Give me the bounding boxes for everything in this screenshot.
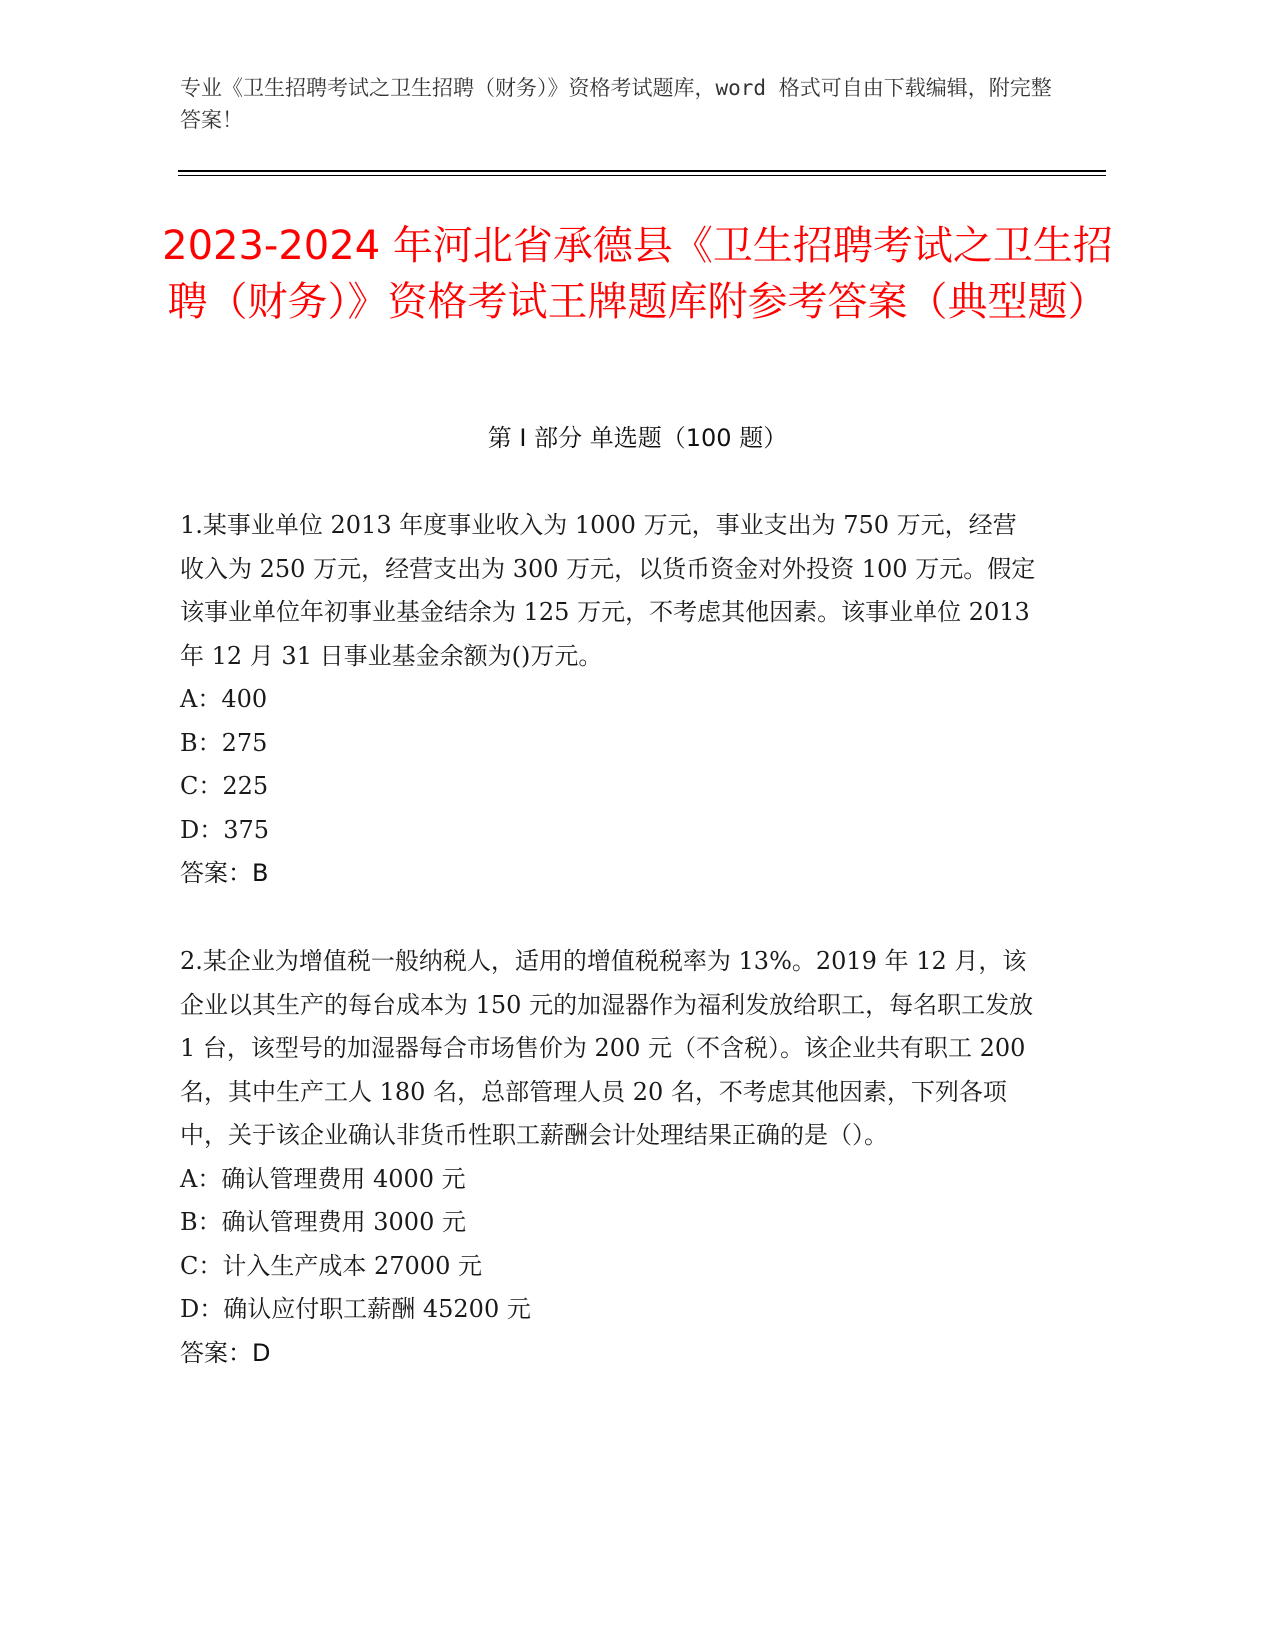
section-heading: 第 I 部分 单选题（100 题） [487, 424, 788, 452]
option-a: A：确认管理费用 4000 元 [180, 1164, 466, 1193]
option-c: C：225 [180, 772, 269, 800]
header-divider-thick [178, 170, 1106, 172]
option-b: B：确认管理费用 3000 元 [180, 1208, 466, 1236]
option-d: D：375 [180, 815, 270, 844]
question-1 [180, 504, 1040, 896]
option-c: C：计入生产成本 27000 元 [180, 1251, 482, 1280]
question-2 [180, 940, 1040, 1375]
question-text: 2.某企业为增值税一般纳税人，适用的增值税税率为 13%。2019 年 12 月，该企业以其生产的每台成本为 150 元的加湿器作为福利发放给职工，每名职工发放 1 台，该型号的加湿器每合市场售价为 200 元（不含税）。该企业共有职工 200 名，其中生产工人 180 名，总部管理人员 20 名，不考虑其他因素，下列各项中，关于该企业确认非货币性职工薪酬会计处理结果正确的是（）。 [180, 947, 1034, 1149]
question-text: 1.某事业单位 2013 年度事业收入为 1000 万元，事业支出为 750 万元，经营收入为 250 万元，经营支出为 300 万元，以货币资金对外投资 100 万元。假定该事业单位年初事业基金结余为 125 万元，不考虑其他因素。该事业单位 2013 年 12 月 31 日事业基金余额为()万元。 [180, 511, 1036, 670]
option-b: B：275 [180, 728, 268, 757]
option-a: A：400 [180, 685, 268, 713]
answer: 答案：D [180, 1338, 271, 1367]
answer: 答案：B [180, 859, 269, 887]
header-note: 专业《卫生招聘考试之卫生招聘（财务）》资格考试题库，word 格式可自由下载编辑，附完整答案！ [180, 76, 1052, 132]
document-title: 2023-2024 年河北省承德县《卫生招聘考试之卫生招聘（财务）》资格考试王牌题库附参考答案（典型题） [162, 223, 1113, 325]
header-divider-thin [178, 175, 1106, 176]
option-d: D：确认应付职工薪酬 45200 元 [180, 1295, 531, 1323]
